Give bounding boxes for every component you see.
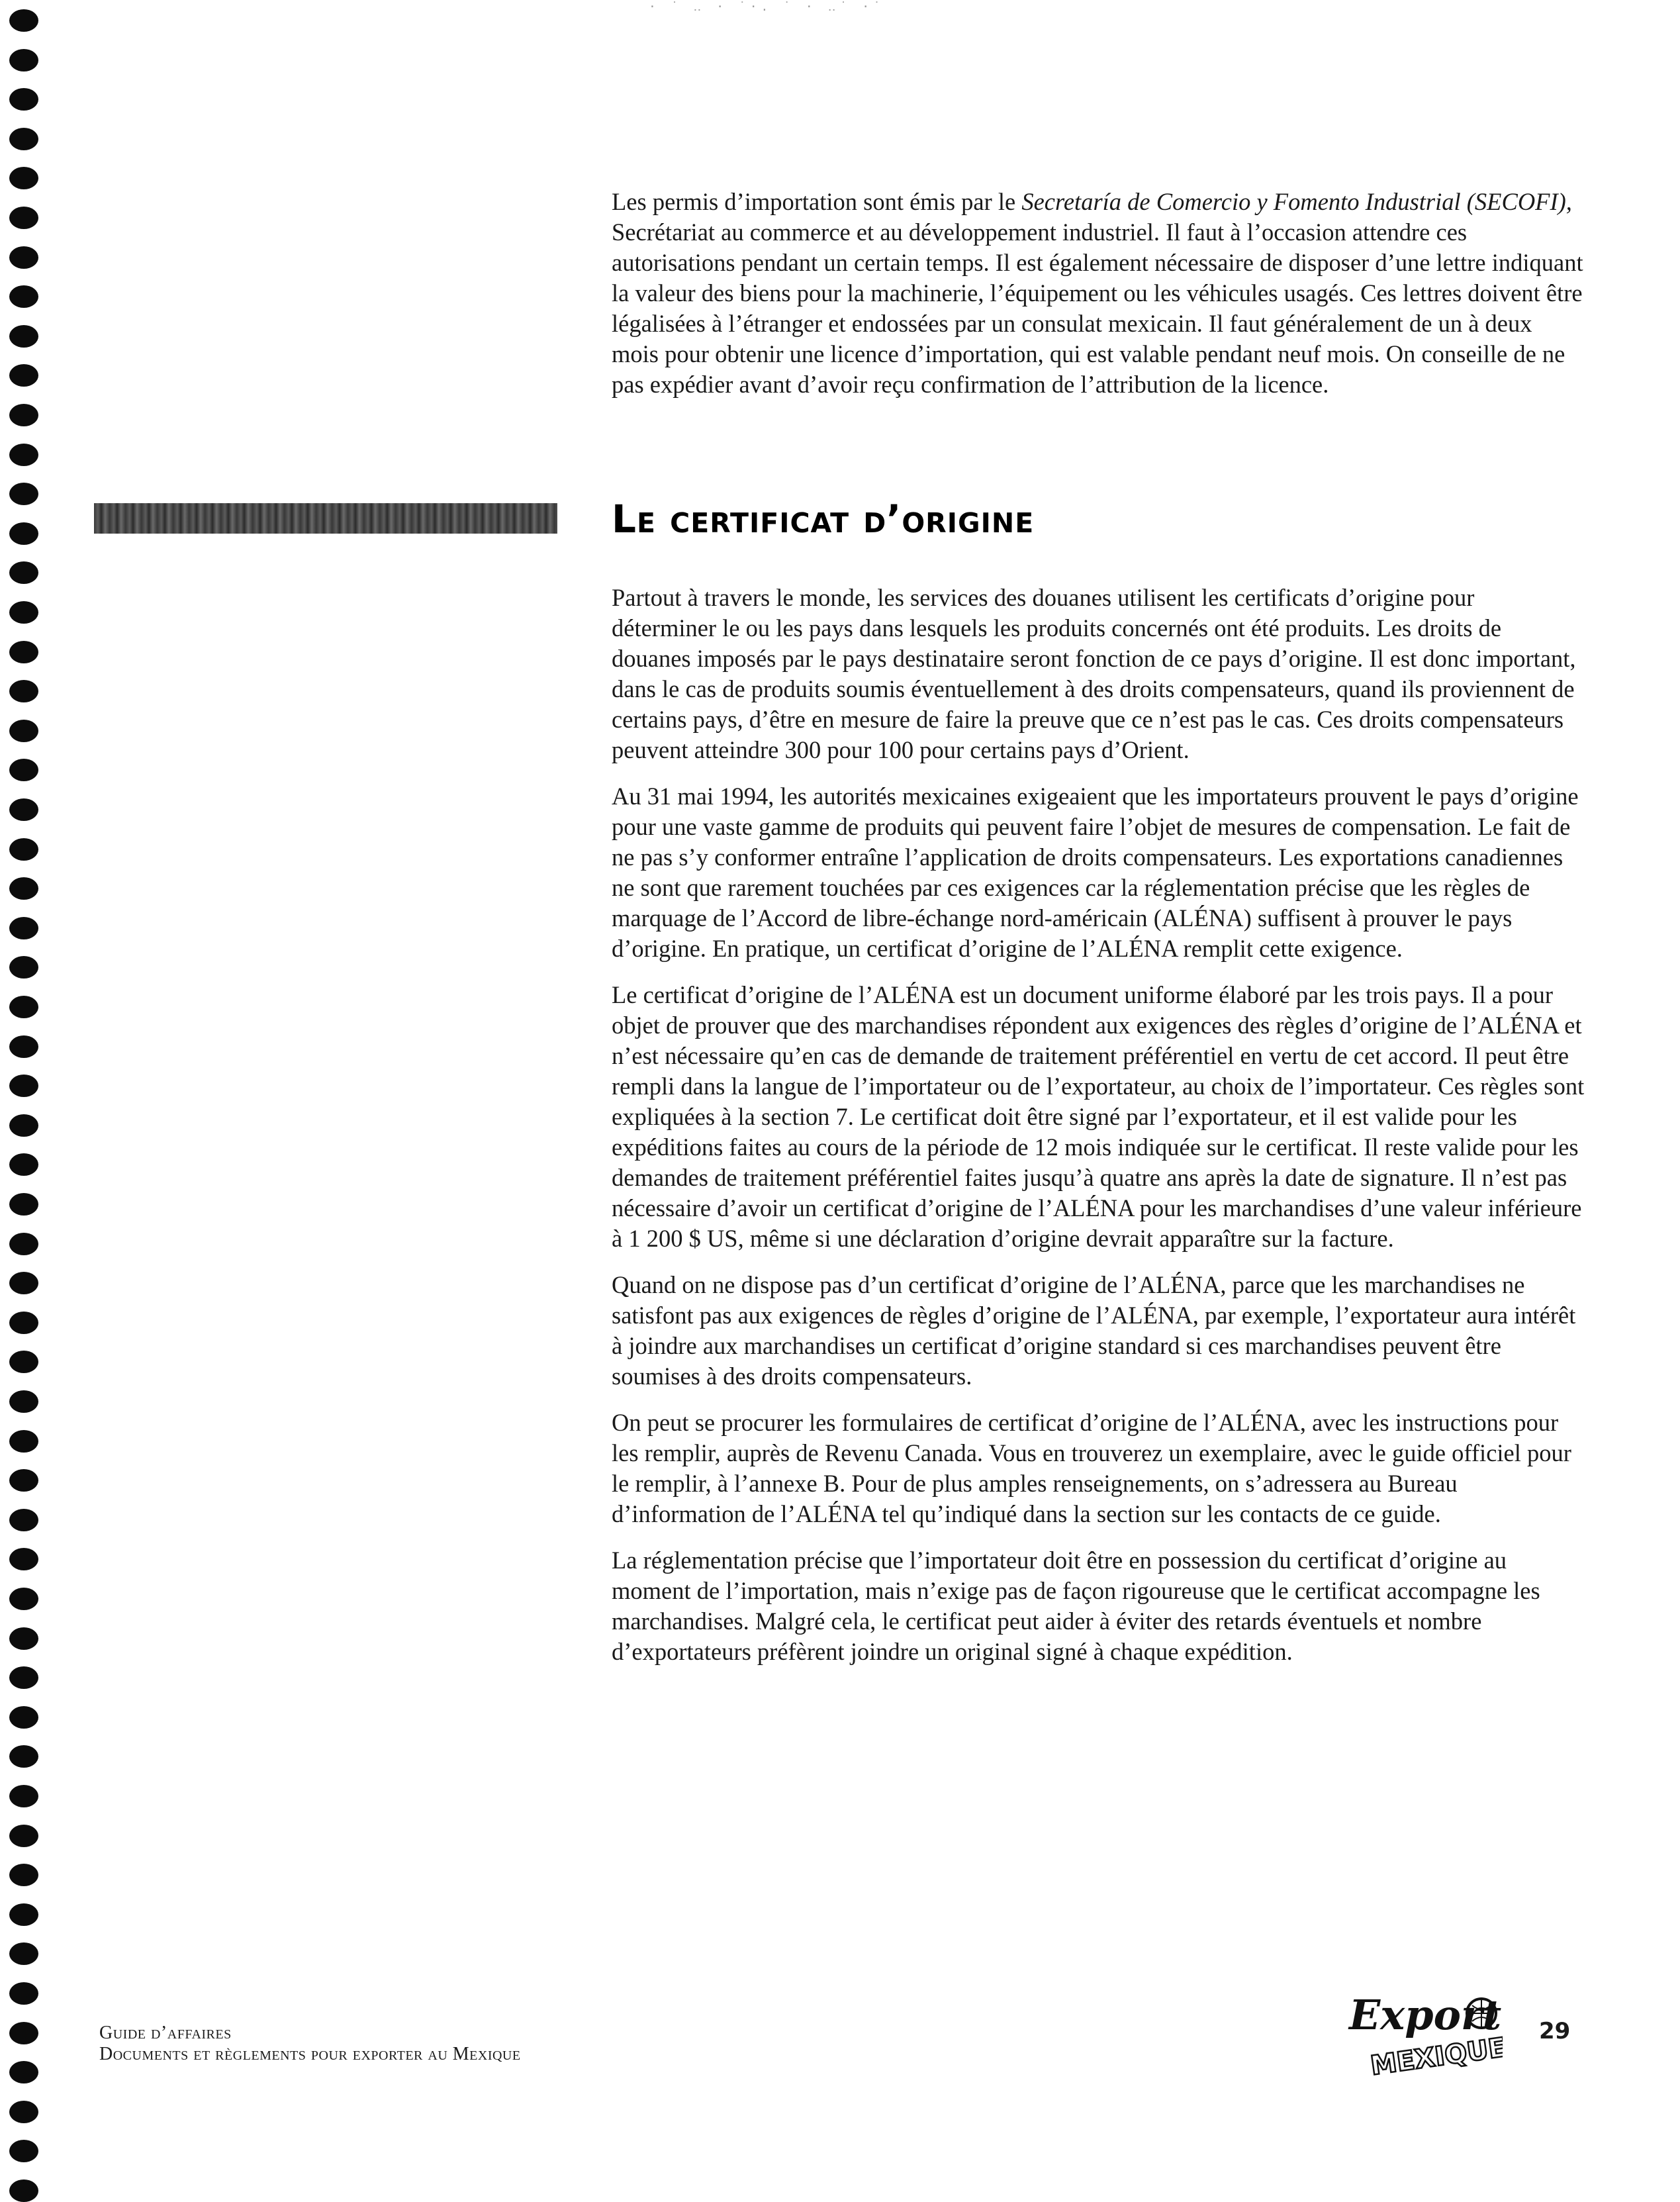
binding-hole	[9, 2022, 38, 2044]
footer-guide-title	[99, 2023, 521, 2065]
binding-hole	[9, 759, 38, 781]
intro-section	[612, 187, 1585, 400]
spiral-binding	[0, 0, 60, 2201]
binding-hole	[9, 1193, 38, 1216]
binding-hole	[9, 1430, 38, 1453]
binding-hole	[9, 1903, 38, 1926]
binding-hole	[9, 680, 38, 702]
binding-hole	[9, 1825, 38, 1847]
binding-hole	[9, 1864, 38, 1886]
binding-hole	[9, 1312, 38, 1334]
binding-hole	[9, 1666, 38, 1689]
binding-hole	[9, 1153, 38, 1176]
paragraph-2: Au 31 mai 1994, les autorités mexicaines exigeaient que les importateurs prouvent le pays d’origine pour une vaste gamme de produits qui peuvent faire l’objet de mesures de compensation. Le fait de ne pas s’y conformer entraîne l’application de droits compensateurs. Les exportations canadiennes ne sont que rarement touchées par ces exigences car la réglementation précise que les règles de marquage de l’Accord de libre-échange nord-américain (ALÉNA) suffisent à prouver le pays d’origine. En pratique, un certificat d’origine de l’ALÉNA remplit cette exigence.	[612, 783, 1579, 962]
scan-specks: · ˙ ‥ · ˙·. ˙ · ‥˙ ·˙	[649, 0, 884, 14]
binding-hole	[9, 877, 38, 900]
binding-hole	[9, 1942, 38, 1965]
binding-hole	[9, 49, 38, 72]
binding-hole	[9, 1588, 38, 1610]
binding-hole	[9, 1785, 38, 1807]
binding-hole	[9, 956, 38, 979]
binding-hole	[9, 483, 38, 505]
binding-hole	[9, 1351, 38, 1373]
binding-hole	[9, 641, 38, 663]
export-mexique-logo	[1344, 1983, 1503, 2082]
binding-hole	[9, 838, 38, 861]
binding-hole	[9, 404, 38, 426]
logo-mexique-text: MEXIQUE	[1368, 2032, 1503, 2082]
binding-hole	[9, 1035, 38, 1058]
binding-hole	[9, 996, 38, 1018]
binding-hole	[9, 601, 38, 624]
binding-hole	[9, 1114, 38, 1137]
binding-hole	[9, 1390, 38, 1413]
binding-hole	[9, 364, 38, 387]
binding-hole	[9, 325, 38, 348]
binding-hole	[9, 1233, 38, 1255]
binding-hole	[9, 2140, 38, 2162]
intro-text-part2: Secrétariat au commerce et au développement industriel. Il faut à l’occasion attendre ces autorisations pendant un certain temps. Il est également nécessaire de disposer d’une lettre indiquant la valeur des biens pour la machinerie, l’équipement ou les véhicules usagés. Ces lettres doivent être légalisées à l’étranger et endossées par un consulat mexicain. Il faut généralement de un à deux mois pour obtenir une licence d’importation, qui est valable pendant neuf mois. On conseille de ne pas expédier avant d’avoir reçu confirmation de l’attribution de la licence.	[612, 218, 1583, 398]
logo-export-text: Export	[1349, 1991, 1502, 2039]
binding-hole	[9, 1075, 38, 1097]
binding-hole	[9, 285, 38, 308]
binding-hole	[9, 2101, 38, 2123]
intro-paragraph	[612, 187, 1585, 400]
section-title-text: Le certificat d’origine	[612, 497, 1035, 542]
binding-hole	[9, 798, 38, 821]
binding-hole	[9, 1469, 38, 1492]
paragraph-6: La réglementation précise que l’importateur doit être en possession du certificat d’origine au moment de l’importation, mais n’exige pas de façon rigoureuse que le certificat accompagne les marchandises. Malgré cela, le certificat peut aider à éviter des retards éventuels et nombre d’exportateurs préfèrent joindre un original signé à chaque expédition.	[612, 1547, 1540, 1665]
binding-hole	[9, 2061, 38, 2083]
section-heading-bar	[94, 503, 557, 534]
binding-hole	[9, 1627, 38, 1650]
binding-hole	[9, 88, 38, 111]
binding-hole	[9, 917, 38, 939]
page-number: 29	[1539, 2018, 1571, 2044]
intro-secofi-name: Secretaría de Comercio y Fomento Industrial (SECOFI),	[1021, 188, 1572, 215]
paragraph-1: Partout à travers le monde, les services des douanes utilisent les certificats d’origine pour déterminer le ou les pays dans lesquels les produits concernés ont été produits. Les droits de douanes imposés par le pays destinataire seront fonction de ce pays d’origine. Il est donc important, dans le cas de produits soumis éventuellement à des droits compensateurs, quand ils proviennent de certains pays, d’être en mesure de faire la preuve que ce n’est pas le cas. Ces droits compensateurs peuvent atteindre 300 pour 100 pour certains pays d’Orient.	[612, 584, 1576, 763]
binding-hole	[9, 128, 38, 150]
binding-hole	[9, 1982, 38, 2005]
footer-line-1: Guide d’affaires	[99, 2023, 232, 2043]
intro-text-part1: Les permis d’importation sont émis par le	[612, 188, 1022, 215]
footer-line-2: Documents et règlements pour exporter au Mexique	[99, 2044, 521, 2064]
binding-hole	[9, 444, 38, 466]
logo-graphic	[1344, 1983, 1503, 2082]
binding-hole	[9, 1272, 38, 1294]
binding-hole	[9, 1706, 38, 1729]
section-body	[612, 583, 1585, 1683]
binding-hole	[9, 522, 38, 545]
paragraph-5: On peut se procurer les formulaires de certificat d’origine de l’ALÉNA, avec les instructions pour les remplir, auprès de Revenu Canada. Vous en trouverez un exemplaire, avec le guide officiel pour le remplir, à l’annexe B. Pour de plus amples renseignements, on s’adressera au Bureau d’information de l’ALÉNA tel qu’indiqué dans la section sur les contacts de ce guide.	[612, 1409, 1571, 1527]
binding-hole	[9, 1745, 38, 1768]
paragraph-4: Quand on ne dispose pas d’un certificat d’origine de l’ALÉNA, parce que les marchandises ne satisfont pas aux exigences de règles d’origine de l’ALÉNA, par exemple, l’exportateur aura intérêt à joindre aux marchandises un certificat d’origine standard si ces marchandises peuvent être soumises à des droits compensateurs.	[612, 1271, 1576, 1390]
binding-hole	[9, 1509, 38, 1531]
binding-hole	[9, 561, 38, 584]
binding-hole	[9, 720, 38, 742]
binding-hole	[9, 1548, 38, 1570]
section-title	[612, 498, 1034, 540]
paragraph-3: Le certificat d’origine de l’ALÉNA est un document uniforme élaboré par les trois pays. Il a pour objet de prouver que des marchandises répondent aux exigences des règles d’origine de l’ALÉNA et n’est nécessaire qu’en cas de demande de traitement préférentiel en vertu de cet accord. Il peut être rempli dans la langue de l’importateur ou de l’exportateur, au choix de l’importateur. Ces règles sont expliquées à la section 7. Le certificat doit être signé par l’exportateur, et il est valide pour les expéditions faites au cours de la période de 12 mois indiquée sur le certificat. Il reste valide pour les demandes de traitement préférentiel faites jusqu’à quatre ans après la date de signature. Il n’est pas nécessaire d’avoir un certificat d’origine de l’ALÉNA pour les marchandises d’une valeur inférieure à 1 200 $ US, même si une déclaration d’origine devrait apparaître sur la facture.	[612, 981, 1585, 1252]
binding-hole	[9, 167, 38, 189]
binding-hole	[9, 2179, 38, 2202]
binding-hole	[9, 207, 38, 229]
binding-hole	[9, 9, 38, 32]
binding-hole	[9, 246, 38, 269]
